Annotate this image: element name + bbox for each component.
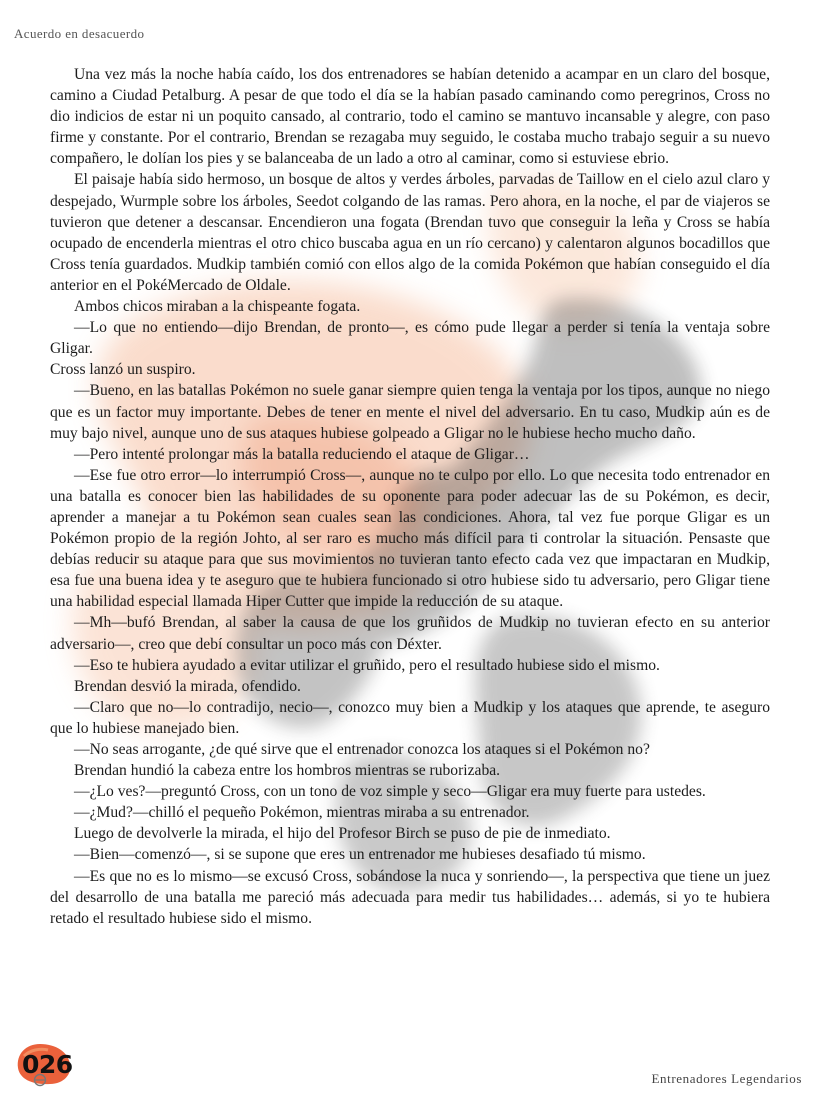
paragraph: Brendan hundió la cabeza entre los hombros mientras se ruborizaba. [74,762,501,780]
running-footer: Entrenadores Legendarios [651,1071,802,1086]
paragraph: El paisaje había sido hermoso, un bosque de altos y verdes árboles, parvadas de Taillow en el cielo azul claro y despejado, Wurmple sobre los árboles, Seedot colgando de las ramas. Pero ahora, en la noche, el par de viajeros se tuvieron que detener a descansar. Encendieron una fogata (Brendan tuvo que conseguir la leña y Cross se había ocupado de encenderla mientras el otro chico buscaba agua en un río cercano) y calentaron algunos bocadillos que Cross tenía guardados. Mudkip también comió con ellos algo de la comida Pokémon que habían conseguido el día anterior en el PokéMercado de Oldale. [50,171,770,294]
paragraph: —Ese fue otro error—lo interrumpió Cross—, aunque no te culpo por ello. Lo que necesita todo entrenador en una batalla es conocer bien las habilidades de su oponente para poder adecuar las de su Pokémon, es decir, aprender a manejar a tu Pokémon sean cuales sean las condiciones. Ahora, tal vez fue porque Gligar es un Pokémon propio de la región Johto, al ser raro es mucho más difícil para ti controlar la situación. Pensaste que debías reducir su ataque para que sus movimientos no tuvieran tanto efecto cada vez que impactaran en Mudkip, esa fue una buena idea y te aseguro que te hubiera funcionado si otro hubiese sido tu adversario, pero Gligar tiene una habilidad especial llamada Hiper Cutter que impide la reducción de su ataque. [50,466,770,611]
paragraph: —¿Lo ves?—preguntó Cross, con un tono de voz simple y seco—Gligar era muy fuerte para ustedes. [74,783,706,801]
paragraph: —Bien—comenzó—, si se supone que eres un entrenador me hubieses desafiado tú mismo. [74,846,646,864]
paragraph: —Es que no es lo mismo—se excusó Cross, sobándose la nuca y sonriendo—, la perspectiva que tiene un juez del desarrollo de una batalla me pareció más adecuada para medir tus habilidades… además, si yo te hubiera retado el resultado hubiese sido el mismo. [50,867,770,927]
running-header: Acuerdo en desacuerdo [14,26,145,41]
body-text [50,64,770,929]
page-number-badge [10,1038,76,1088]
paragraph: —Bueno, en las batallas Pokémon no suele ganar siempre quien tenga la ventaja por los tipos, aunque no niego que es un factor muy importante. Debes de tener en mente el nivel del adversario. En tu caso, Mudkip aún es de muy bajo nivel, aunque uno de sus ataques hubiese golpeado a Gligar no le hubiese hecho mucho daño. [50,382,770,442]
paragraph: —Claro que no—lo contradijo, necio—, conozco muy bien a Mudkip y los ataques que aprende, te aseguro que lo hubiese manejado bien. [50,698,770,737]
paragraph: —Eso te hubiera ayudado a evitar utilizar el gruñido, pero el resultado hubiese sido el mismo. [74,656,660,674]
paragraph: —Lo que no entiendo—dijo Brendan, de pronto—, es cómo pude llegar a perder si tenía la ventaja sobre Gligar. [50,319,770,358]
paragraph: Ambos chicos miraban a la chispeante fogata. [74,298,361,316]
page-number: 026 [22,1050,73,1079]
paragraph: —¿Mud?—chilló el pequeño Pokémon, mientras miraba a su entrenador. [74,804,530,822]
paragraph: Brendan desvió la mirada, ofendido. [74,677,301,695]
paragraph: Cross lanzó un suspiro. [50,361,196,379]
paragraph: Una vez más la noche había caído, los dos entrenadores se habían detenido a acampar en un claro del bosque, camino a Ciudad Petalburg. A pesar de que todo el día se la habían pasado caminando como peregrinos, Cross no dio indicios de estar ni un poquito cansado, al contrario, todo el camino se mantuvo incansable y alegre, con paso firme y constante. Por el contrario, Brendan se rezagaba muy seguido, le costaba mucho trabajo seguir a su nuevo compañero, le dolían los pies y se balanceaba de un lado a otro al caminar, como si estuviese ebrio. [50,66,770,168]
paragraph: Luego de devolverle la mirada, el hijo del Profesor Birch se puso de pie de inmediato. [74,825,611,843]
paragraph: —Pero intenté prolongar más la batalla reduciendo el ataque de Gligar… [74,445,530,463]
paragraph: —Mh—bufó Brendan, al saber la causa de que los gruñidos de Mudkip no tuvieran efecto en su anterior adversario—, creo que debí consultar un poco más con Déxter. [50,614,770,653]
paragraph: —No seas arrogante, ¿de qué sirve que el entrenador conozca los ataques si el Pokémon no? [74,741,650,758]
